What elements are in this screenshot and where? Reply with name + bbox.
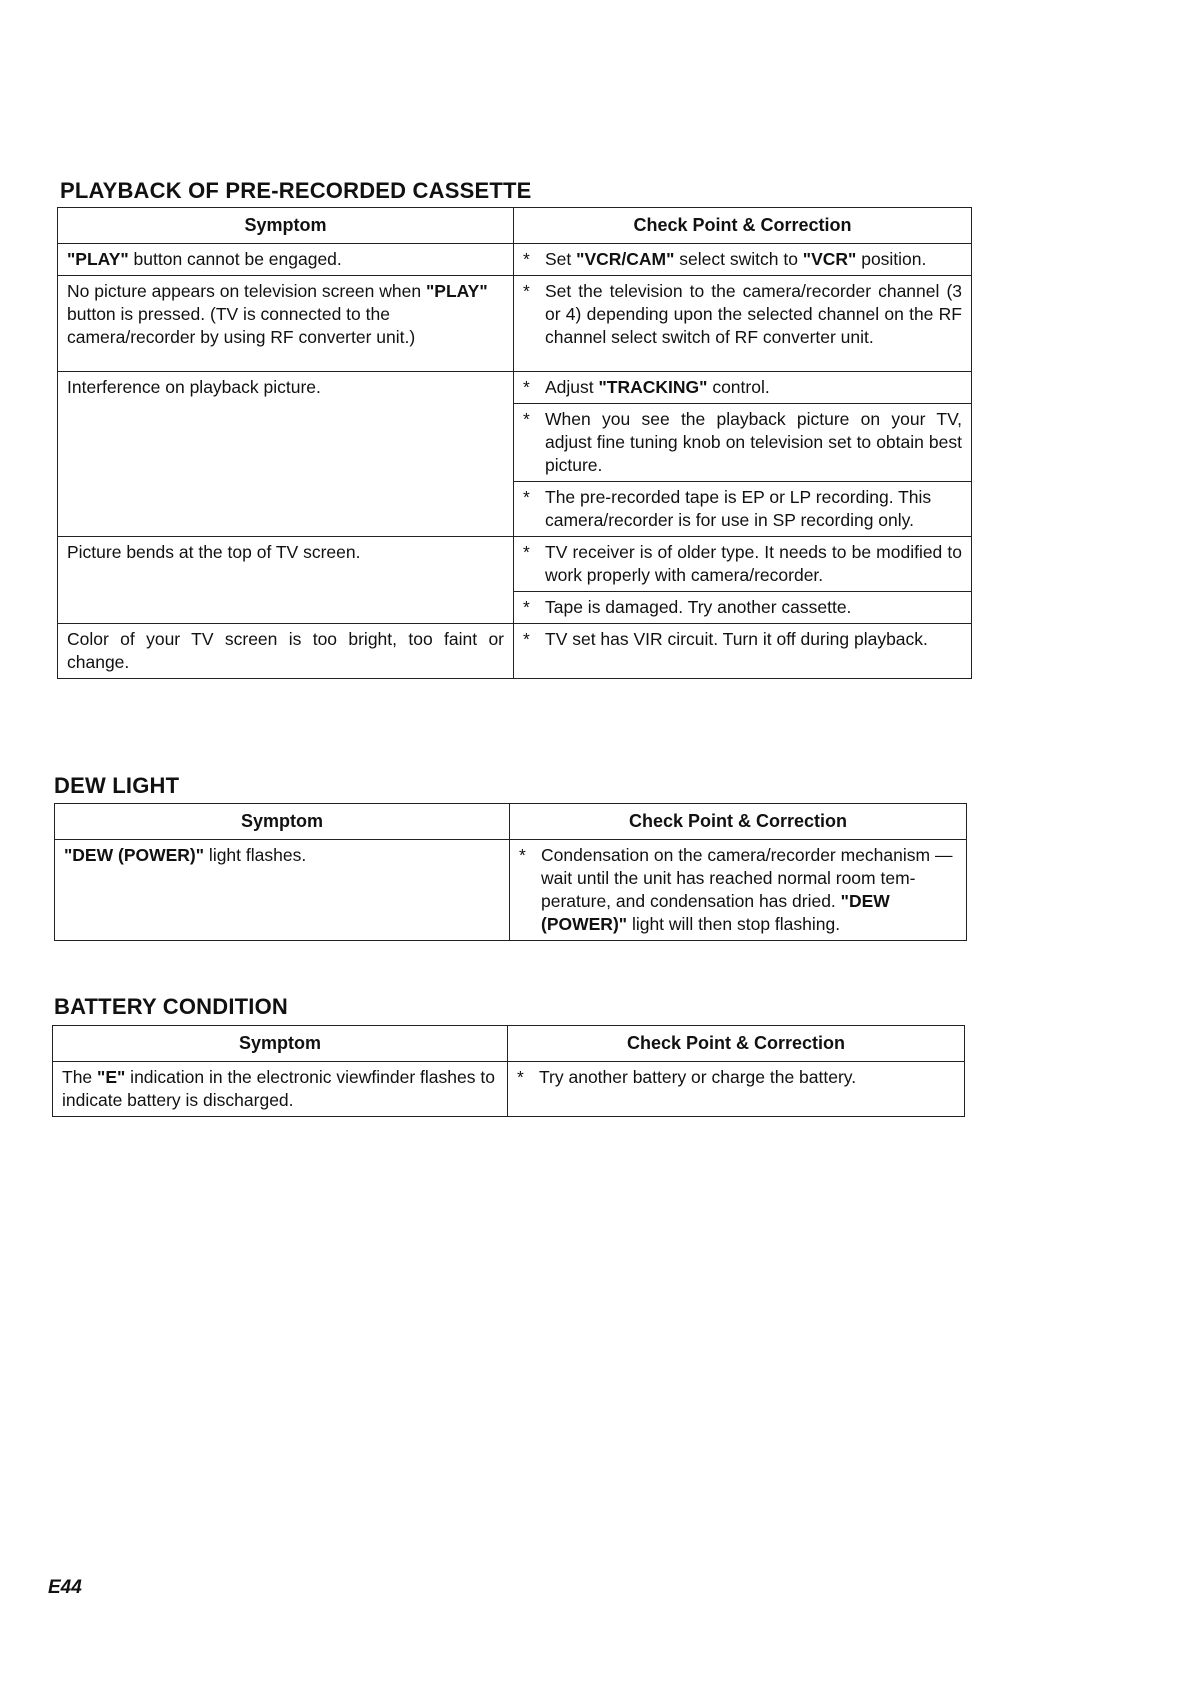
table-row bbox=[58, 537, 972, 592]
correction-text: Condensation on the camera/recorder mechanism — wait until the unit has reached normal room tem-perature, and condensation has dried. "DEW (POWER)" light will then stop flashing. bbox=[541, 845, 953, 934]
symptom-cell bbox=[58, 372, 514, 537]
symptom-bold: "DEW (POWER)" bbox=[64, 845, 205, 865]
symptom-text: Interference on playback picture. bbox=[67, 377, 321, 397]
playback-table bbox=[57, 207, 972, 679]
correction-text: The pre-recorded tape is EP or LP recording. This camera/recorder is for use in SP recording only. bbox=[545, 487, 932, 530]
correction-cell bbox=[514, 482, 972, 537]
symptom-header: Symptom bbox=[53, 1026, 508, 1062]
correction-cell bbox=[514, 624, 972, 679]
correction-item bbox=[519, 844, 957, 936]
correction-cell bbox=[510, 840, 967, 941]
correction-header: Check Point & Correction bbox=[510, 804, 967, 840]
correction-cell bbox=[514, 244, 972, 276]
correction-item bbox=[523, 541, 962, 587]
section-title-playback: PLAYBACK OF PRE-RECORDED CASSETTE bbox=[60, 178, 532, 203]
bullet-mark: * bbox=[523, 629, 530, 649]
correction-cell bbox=[514, 537, 972, 592]
table-row bbox=[53, 1062, 965, 1117]
symptom-text: indication in the electronic viewfinder flashes to indicate battery is discharged. bbox=[62, 1067, 495, 1110]
correction-cell bbox=[514, 372, 972, 404]
bullet-mark: * bbox=[523, 409, 530, 429]
correction-text: Set "VCR/CAM" select switch to "VCR" position. bbox=[545, 249, 927, 269]
symptom-header: Symptom bbox=[55, 804, 510, 840]
symptom-bold: "PLAY" bbox=[67, 249, 129, 269]
section-title-battery: BATTERY CONDITION bbox=[54, 994, 288, 1019]
correction-item bbox=[523, 628, 962, 651]
correction-text: When you see the playback picture on your TV, adjust fine tuning knob on television set to obtain best picture. bbox=[545, 409, 962, 475]
table-header-row bbox=[53, 1026, 965, 1062]
correction-cell bbox=[514, 592, 972, 624]
symptom-text: button is pressed. (TV is connected to the camera/recorder by using RF converter unit.) bbox=[67, 304, 416, 347]
correction-text: Tape is damaged. Try another cassette. bbox=[545, 597, 852, 617]
correction-header: Check Point & Correction bbox=[514, 208, 972, 244]
symptom-cell bbox=[58, 244, 514, 276]
symptom-text: light flashes. bbox=[204, 845, 307, 865]
bullet-mark: * bbox=[523, 542, 530, 562]
symptom-cell bbox=[58, 537, 514, 624]
symptom-text: Picture bends at the top of TV screen. bbox=[67, 542, 361, 562]
bullet-mark: * bbox=[523, 249, 530, 269]
table-row bbox=[58, 276, 972, 372]
table-row bbox=[58, 372, 972, 404]
symptom-text: The bbox=[62, 1067, 98, 1087]
battery-table bbox=[52, 1025, 965, 1117]
correction-text: TV receiver is of older type. It needs to be modified to work properly with camera/recorder. bbox=[545, 542, 962, 585]
correction-text: Set the television to the camera/recorder channel (3 or 4) depending upon the selected channel on the RF channel select switch of RF converter unit. bbox=[545, 281, 962, 347]
bullet-mark: * bbox=[519, 845, 526, 865]
correction-item bbox=[523, 376, 962, 399]
correction-text: Try another battery or charge the battery. bbox=[539, 1067, 857, 1087]
symptom-bold: "PLAY" bbox=[425, 281, 488, 301]
correction-item bbox=[523, 248, 962, 271]
table-header-row bbox=[55, 804, 967, 840]
correction-text: TV set has VIR circuit. Turn it off during playback. bbox=[545, 629, 928, 649]
correction-item bbox=[523, 486, 962, 532]
correction-header: Check Point & Correction bbox=[508, 1026, 965, 1062]
correction-cell bbox=[514, 276, 972, 372]
symptom-cell bbox=[58, 624, 514, 679]
symptom-cell bbox=[53, 1062, 508, 1117]
table-row bbox=[58, 244, 972, 276]
correction-item bbox=[523, 596, 962, 619]
correction-text: Adjust "TRACKING" control. bbox=[545, 377, 770, 397]
bullet-mark: * bbox=[523, 281, 530, 301]
table-row bbox=[55, 840, 967, 941]
table-row bbox=[58, 624, 972, 679]
correction-cell bbox=[514, 404, 972, 482]
symptom-text: No picture appears on television screen when bbox=[67, 281, 426, 301]
symptom-cell bbox=[58, 276, 514, 372]
symptom-header: Symptom bbox=[58, 208, 514, 244]
dew-light-table bbox=[54, 803, 967, 941]
section-title-dew-light: DEW LIGHT bbox=[54, 773, 180, 798]
page-number: E44 bbox=[48, 1577, 82, 1598]
table-header-row bbox=[58, 208, 972, 244]
correction-item bbox=[517, 1066, 955, 1089]
bullet-mark: * bbox=[523, 597, 530, 617]
bullet-mark: * bbox=[523, 377, 530, 397]
symptom-bold: "E" bbox=[97, 1067, 126, 1087]
correction-item bbox=[523, 408, 962, 477]
symptom-text: button cannot be engaged. bbox=[128, 249, 342, 269]
bullet-mark: * bbox=[523, 487, 530, 507]
bullet-mark: * bbox=[517, 1067, 524, 1087]
symptom-text: Color of your TV screen is too bright, too faint or change. bbox=[67, 629, 504, 672]
correction-cell bbox=[508, 1062, 965, 1117]
correction-item bbox=[523, 280, 962, 349]
symptom-cell bbox=[55, 840, 510, 941]
